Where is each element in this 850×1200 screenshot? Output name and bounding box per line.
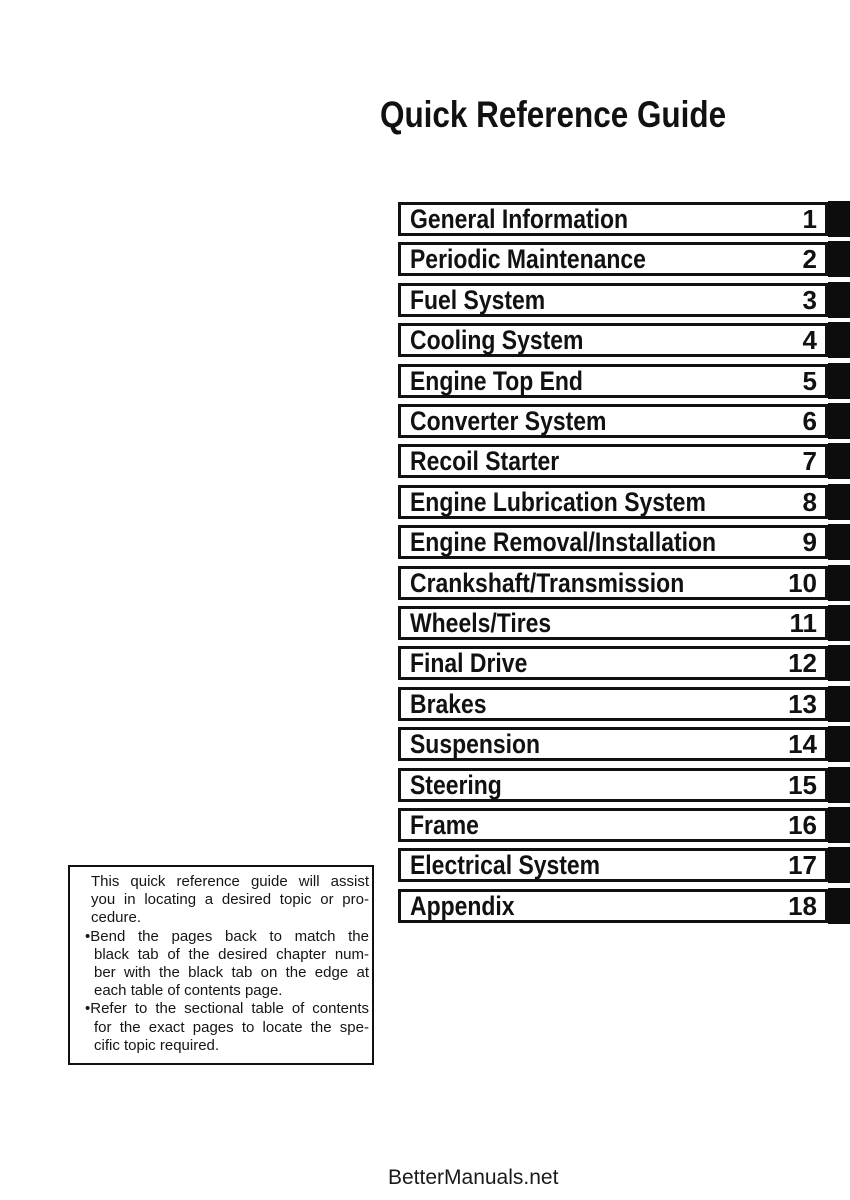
chapter-row <box>398 364 850 398</box>
chapter-row <box>398 566 850 600</box>
chapter-row <box>398 323 850 357</box>
chapter-box <box>398 242 828 276</box>
chapter-tab-black-icon <box>828 282 850 318</box>
chapter-number: 14 <box>788 729 817 760</box>
chapter-row <box>398 808 850 842</box>
chapter-number: 3 <box>802 284 817 315</box>
chapter-row <box>398 768 850 802</box>
note-line: for the exact pages to locate the spe- <box>94 1018 369 1036</box>
chapter-box <box>398 444 828 478</box>
chapter-number: 17 <box>788 850 817 881</box>
chapter-tab-black-icon <box>828 524 850 560</box>
chapter-tab-black-icon <box>828 767 850 803</box>
chapter-label: Engine Lubrication System <box>410 486 706 517</box>
chapter-label: Cooling System <box>410 325 584 356</box>
chapter-row <box>398 848 850 882</box>
note-line: This quick reference guide will assist <box>91 873 369 890</box>
chapter-row <box>398 444 850 478</box>
chapter-number: 4 <box>802 325 817 356</box>
chapter-label: Recoil Starter <box>410 446 560 477</box>
page-title: Quick Reference Guide <box>380 94 727 135</box>
chapter-label: Final Drive <box>410 648 528 679</box>
chapter-number: 8 <box>802 486 817 517</box>
chapter-row <box>398 242 850 276</box>
chapter-tab-black-icon <box>828 241 850 277</box>
chapter-box <box>398 646 828 680</box>
chapter-label: Electrical System <box>410 850 601 881</box>
chapter-tab-black-icon <box>828 645 850 681</box>
chapter-tab-black-icon <box>828 726 850 762</box>
chapter-row <box>398 687 850 721</box>
chapter-label: Fuel System <box>410 284 546 315</box>
note-line: each table of contents page. <box>94 982 283 1000</box>
chapter-tab-black-icon <box>828 322 850 358</box>
chapter-tab-black-icon <box>828 847 850 883</box>
chapter-label: Steering <box>410 769 502 800</box>
chapter-tab-black-icon <box>828 201 850 237</box>
chapter-tab-black-icon <box>828 605 850 641</box>
chapter-tab-black-icon <box>828 363 850 399</box>
chapter-box <box>398 323 828 357</box>
note-line: ber with the black tab on the edge at <box>94 964 369 982</box>
note-line: cedure. <box>91 909 142 927</box>
chapter-number: 5 <box>802 365 817 396</box>
note-line-bullet: •Bend the pages back to match the <box>85 927 369 945</box>
chapter-number: 1 <box>802 204 817 234</box>
chapter-number: 13 <box>788 688 817 719</box>
chapter-label: Crankshaft/Transmission <box>410 567 685 598</box>
note-line: cific topic required. <box>94 1036 220 1054</box>
chapter-box <box>398 202 828 236</box>
chapter-tab-black-icon <box>828 443 850 479</box>
chapter-number: 10 <box>788 567 817 598</box>
chapter-label: Periodic Maintenance <box>410 244 646 275</box>
chapter-row <box>398 202 850 236</box>
chapter-row <box>398 889 850 923</box>
note-line: black tab of the desired chapter num- <box>94 945 369 963</box>
chapter-row <box>398 525 850 559</box>
chapter-label: Suspension <box>410 729 541 760</box>
chapter-row <box>398 283 850 317</box>
chapter-tab-black-icon <box>828 403 850 439</box>
chapter-box <box>398 606 828 640</box>
chapter-number: 6 <box>802 406 817 436</box>
chapter-tab-black-icon <box>828 807 850 843</box>
chapter-box <box>398 687 828 721</box>
chapter-number: 7 <box>802 446 817 477</box>
chapter-row <box>398 727 850 761</box>
note-box <box>68 865 374 1065</box>
chapter-box <box>398 808 828 842</box>
chapter-label: Engine Top End <box>410 365 583 396</box>
chapter-label: Engine Removal/Installation <box>410 527 717 558</box>
chapter-list <box>398 202 850 932</box>
chapter-row <box>398 646 850 680</box>
chapter-number: 12 <box>788 648 817 679</box>
chapter-tab-black-icon <box>828 686 850 722</box>
chapter-row <box>398 606 850 640</box>
footer-watermark: BetterManuals.net <box>388 1166 559 1189</box>
chapter-label: Frame <box>410 810 479 840</box>
chapter-box <box>398 566 828 600</box>
chapter-label: Wheels/Tires <box>410 608 552 638</box>
chapter-box <box>398 364 828 398</box>
chapter-box <box>398 768 828 802</box>
note-line: you in locating a desired topic or pro- <box>91 891 369 909</box>
chapter-label: Appendix <box>410 890 515 921</box>
chapter-number: 9 <box>802 527 817 558</box>
chapter-label: General Information <box>410 204 629 234</box>
chapter-box <box>398 848 828 882</box>
chapter-number: 15 <box>788 769 817 800</box>
chapter-number: 2 <box>802 244 817 275</box>
chapter-box <box>398 525 828 559</box>
chapter-tab-black-icon <box>828 565 850 601</box>
chapter-box <box>398 727 828 761</box>
chapter-number: 16 <box>788 810 817 840</box>
chapter-number: 11 <box>789 608 817 638</box>
chapter-row <box>398 485 850 519</box>
chapter-row <box>398 404 850 438</box>
chapter-label: Brakes <box>410 688 487 719</box>
chapter-box <box>398 485 828 519</box>
chapter-label: Converter System <box>410 406 607 436</box>
note-line-bullet: •Refer to the sectional table of contents <box>85 1000 369 1018</box>
chapter-tab-black-icon <box>828 484 850 520</box>
chapter-number: 18 <box>788 890 817 921</box>
chapter-box <box>398 404 828 438</box>
chapter-box <box>398 283 828 317</box>
chapter-tab-black-icon <box>828 888 850 924</box>
chapter-box <box>398 889 828 923</box>
